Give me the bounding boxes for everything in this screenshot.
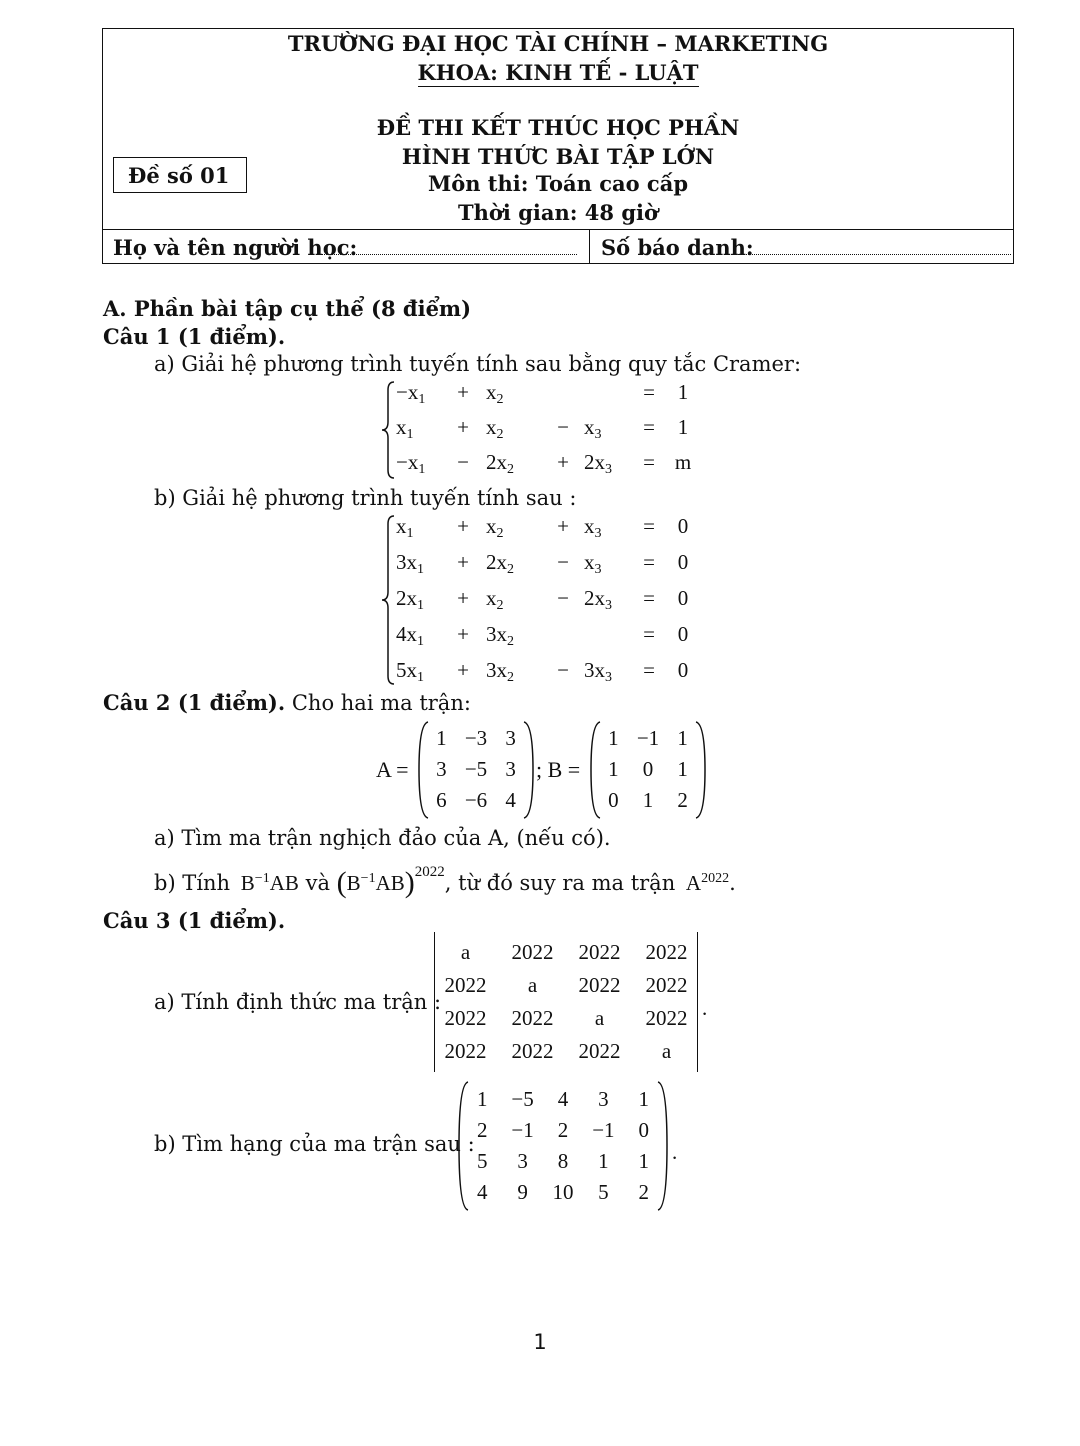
term-x1: $x_1$ [396, 514, 414, 541]
operator: + [457, 658, 469, 682]
question-2-intro: Cho hai ma trận: [291, 691, 471, 715]
matrix-entry: 0 [608, 787, 619, 812]
question-2 [103, 690, 471, 715]
term-x2: $3x_2$ [486, 622, 514, 649]
operator: + [457, 380, 469, 404]
operator: − [557, 415, 569, 439]
question-2b [154, 866, 736, 900]
right-hand-side: 0 [677, 658, 689, 682]
subject: Môn thi: Toán cao cấp [427, 171, 689, 196]
operator: + [557, 514, 569, 538]
student-info-row [103, 229, 1013, 264]
matrix-entry: −5 [511, 1086, 534, 1111]
matrix-entry: 2 [677, 787, 688, 812]
matrix-entry: 2022 [511, 939, 554, 964]
matrix-entry: −3 [464, 726, 488, 751]
expr-inv: −1 [254, 871, 270, 886]
equation-system-b [380, 512, 710, 688]
matrix-entry: 2022 [645, 939, 688, 964]
matrix-a-label: A = [376, 757, 409, 782]
question-3-label: Câu 3 (1 điểm). [103, 908, 286, 933]
operator: − [557, 658, 569, 682]
matrix-entry: a [594, 1005, 605, 1030]
page-number: 1 [533, 1330, 547, 1354]
determinant-matrix [432, 932, 708, 1072]
question-2-label: Câu 2 (1 điểm). [103, 690, 286, 715]
matrix-b [588, 720, 708, 820]
matrix-entry: 2022 [511, 1005, 554, 1030]
matrix-entry: 1 [638, 1148, 650, 1173]
right-hand-side: m [674, 450, 692, 474]
matrix-entry: 2 [638, 1179, 650, 1204]
matrix-entry: 2 [476, 1117, 488, 1142]
matrix-entry: 1 [642, 787, 654, 812]
matrix-entry: 2022 [444, 1005, 487, 1030]
matrix-entry: 5 [598, 1179, 609, 1204]
matrix-entry: 3 [505, 757, 516, 781]
expr-power: $(B^{-1}AB)^{2022}$ [336, 864, 445, 899]
operator: + [457, 586, 469, 610]
matrix-entry: 3 [436, 757, 447, 781]
operator: − [457, 450, 469, 474]
matrix-entry: 3 [598, 1086, 609, 1111]
matrix-entry: a [460, 939, 471, 964]
operator: + [457, 514, 469, 538]
trailing-period: . [702, 996, 708, 1020]
question-3a: a) Tính định thức ma trận : [154, 990, 442, 1014]
matrix-entry: −5 [464, 757, 488, 781]
term-x1: $4x_1$ [396, 622, 424, 649]
exam-code-box: Đề số 01 [113, 157, 247, 193]
matrix-entry: 1 [638, 1086, 650, 1111]
term-x3: $x_3$ [584, 550, 602, 577]
expr-b-inv-ab [241, 871, 299, 895]
matrix-entry: 1 [608, 757, 619, 781]
equals-sign: = [643, 514, 655, 538]
matrix-entry: 2022 [511, 1038, 554, 1063]
matrix-entry: 4 [557, 1086, 569, 1111]
operator: − [557, 550, 569, 574]
operator: + [557, 450, 569, 474]
term-x3: $x_3$ [584, 514, 602, 541]
term-x1: $-x_1$ [396, 380, 426, 407]
term-x3: $x_3$ [584, 415, 602, 442]
expr-b-2: B [346, 871, 361, 895]
term-x3: $3x_3$ [584, 658, 612, 685]
exam-title: ĐỀ THI KẾT THÚC HỌC PHẦN [376, 115, 740, 140]
matrix-entry: 1 [677, 757, 688, 781]
question-3b: b) Tìm hạng của ma trận sau : [154, 1132, 475, 1156]
duration: Thời gian: 48 giờ [458, 200, 658, 225]
matrix-entry: 2022 [578, 1038, 621, 1063]
trailing-period: . [672, 1140, 678, 1164]
operator: + [457, 550, 469, 574]
matrix-entry: 0 [642, 757, 654, 781]
expr-a-power [686, 871, 729, 895]
term-x1: $5x_1$ [396, 658, 424, 685]
q2b-and: và [305, 871, 330, 895]
exam-form: HÌNH THỨC BÀI TẬP LỚN [401, 144, 715, 169]
matrix-entry: a [661, 1038, 672, 1063]
matrix-entry: 2022 [645, 1005, 688, 1030]
question-1b: b) Giải hệ phương trình tuyến tính sau : [154, 486, 577, 510]
right-hand-side: 1 [677, 415, 689, 439]
equals-sign: = [643, 550, 655, 574]
right-hand-side: 0 [677, 586, 689, 610]
matrix-entry: 1 [598, 1148, 609, 1173]
equation-system-a [380, 378, 710, 482]
term-x2: $x_2$ [486, 586, 504, 613]
q2b-end: . [729, 871, 736, 895]
expr-inv-2: −1 [360, 871, 376, 886]
matrix-entry: 6 [436, 787, 447, 812]
expr-ab: AB [269, 871, 299, 895]
matrix-entry: 2022 [578, 939, 621, 964]
left-brace [380, 380, 396, 480]
term-x3: $2x_3$ [584, 450, 612, 477]
question-1a: a) Giải hệ phương trình tuyến tính sau bằng quy tắc Cramer: [154, 352, 802, 376]
left-brace [380, 514, 396, 686]
equals-sign: = [643, 658, 655, 682]
expr-a: A [685, 871, 702, 895]
faculty-name: KHOA: KINH TẾ - LUẬT [417, 60, 699, 85]
term-x2: $2x_2$ [486, 450, 514, 477]
equals-sign: = [643, 622, 655, 646]
matrix-entry: 1 [436, 726, 447, 751]
matrix-entry: 3 [505, 726, 516, 751]
matrix-b-label: ; B = [536, 757, 581, 782]
right-hand-side: 0 [677, 514, 689, 538]
matrix-entry: 10 [552, 1179, 574, 1204]
rank-matrix [456, 1080, 678, 1212]
equals-sign: = [643, 450, 655, 474]
matrix-entry: 8 [557, 1148, 569, 1173]
name-label: Họ và tên người học: [113, 235, 358, 260]
question-2a: a) Tìm ma trận nghịch đảo của A, (nếu có). [154, 826, 611, 850]
question-1-label: Câu 1 (1 điểm). [103, 324, 286, 349]
matrix-entry: 4 [476, 1179, 488, 1204]
matrix-entry: 2022 [578, 972, 621, 997]
matrix-entry: 1 [677, 726, 688, 751]
matrix-entry: a [527, 972, 538, 997]
expr-ab-2: AB [375, 871, 405, 895]
university-name: TRƯỜNG ĐẠI HỌC TÀI CHÍNH – MARKETING [287, 31, 829, 56]
term-x1: $-x_1$ [396, 450, 426, 477]
matrix-entry: −1 [511, 1117, 534, 1142]
term-x1: $3x_1$ [396, 550, 424, 577]
expr-b: B [240, 871, 255, 895]
term-x1: $2x_1$ [396, 586, 424, 613]
right-hand-side: 1 [677, 380, 689, 404]
operator: − [557, 586, 569, 610]
equals-sign: = [643, 380, 655, 404]
exam-header [102, 28, 1014, 264]
operator: + [457, 622, 469, 646]
term-x2: $x_2$ [486, 380, 504, 407]
id-field[interactable] [731, 254, 1011, 255]
term-x2: $3x_2$ [486, 658, 514, 685]
matrix-entry: 9 [517, 1179, 528, 1204]
expr-exp: 2022 [414, 864, 445, 880]
term-x3: $2x_3$ [584, 586, 612, 613]
right-hand-side: 0 [677, 550, 689, 574]
matrix-a [416, 720, 536, 820]
matrix-entry: 1 [608, 726, 619, 751]
q2b-prefix: b) Tính [154, 871, 231, 895]
matrix-entry: 2 [557, 1117, 569, 1142]
term-x1: $x_1$ [396, 415, 414, 442]
matrix-entry: −6 [464, 787, 488, 812]
matrix-entry: 3 [517, 1148, 528, 1173]
matrix-entry: −1 [636, 726, 660, 751]
operator: + [457, 415, 469, 439]
expr-a-exp: 2022 [701, 871, 730, 886]
q2b-suffix: , từ đó suy ra ma trận [444, 871, 676, 895]
matrix-entry: 2022 [444, 1038, 487, 1063]
term-x2: $x_2$ [486, 415, 504, 442]
equals-sign: = [643, 586, 655, 610]
equals-sign: = [643, 415, 655, 439]
right-hand-side: 0 [677, 622, 689, 646]
part-a-title: A. Phần bài tập cụ thể (8 điểm) [103, 296, 472, 321]
matrix-entry: −1 [592, 1117, 615, 1142]
matrix-entry: 0 [638, 1117, 650, 1142]
name-field[interactable] [321, 254, 577, 255]
matrix-entry: 2022 [444, 972, 487, 997]
term-x2: $2x_2$ [486, 550, 514, 577]
id-label: Số báo danh: [601, 235, 754, 260]
matrix-entry: 1 [476, 1086, 488, 1111]
info-divider [589, 230, 590, 264]
matrix-entry: 2022 [645, 972, 688, 997]
term-x2: $x_2$ [486, 514, 504, 541]
matrix-entry: 4 [505, 787, 516, 812]
matrix-entry: 5 [476, 1148, 488, 1173]
